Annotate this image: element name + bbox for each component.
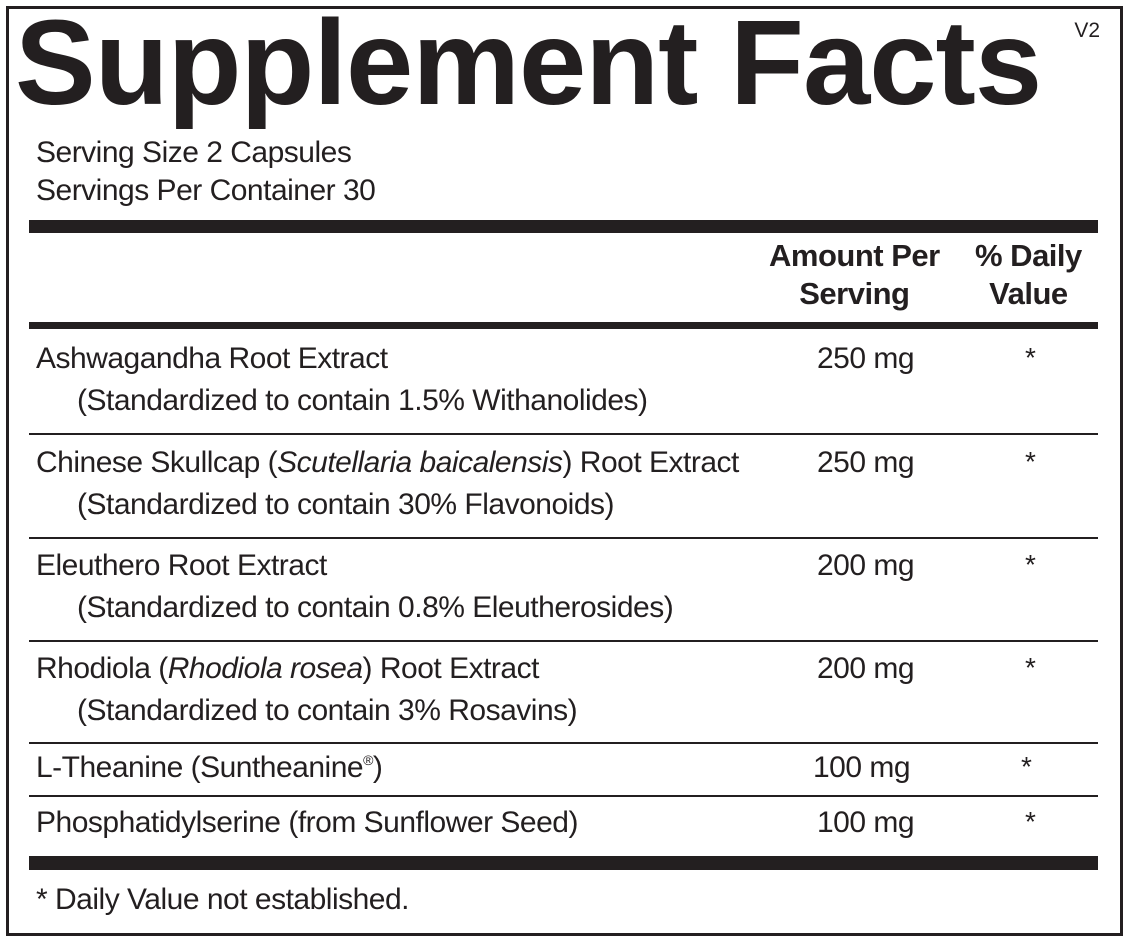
ingredient-detail: (Standardized to contain 30% Flavonoids) [77,488,614,521]
registered-mark: ® [363,752,373,768]
row-divider [29,742,1098,744]
latin-name: Scutellaria baicalensis [277,446,563,479]
ingredient-name: Phosphatidylserine (from Sunflower Seed) [36,806,578,839]
footnote: * Daily Value not established. [36,883,410,916]
ingredient-amount: 250 mg [817,446,915,479]
amount-header-line1: Amount Per [769,238,940,273]
row-divider [29,795,1098,797]
serving-size: Serving Size 2 Capsules [36,136,352,169]
ingredient-amount: 100 mg [813,751,911,784]
ingredient-detail: (Standardized to contain 1.5% Withanolides) [77,384,648,417]
ingredient-amount: 200 mg [817,652,915,685]
ingredient-daily-value: * [1021,751,1032,782]
supplement-facts-panel [6,0,1123,936]
daily-value-header [975,237,1082,313]
row-divider [29,433,1098,435]
dv-header-line1: % Daily [975,238,1082,273]
row-divider [29,640,1098,642]
ingredient-detail: (Standardized to contain 3% Rosavins) [77,694,578,727]
amount-per-serving-header [769,237,940,313]
ingredient-name: Eleuthero Root Extract [36,549,327,582]
servings-per-container: Servings Per Container 30 [36,174,376,207]
thick-divider-header [29,322,1098,329]
ingredient-amount: 250 mg [817,342,915,375]
ingredient-daily-value: * [1025,652,1036,683]
latin-name: Rhodiola rosea [167,652,363,685]
ingredient-name: Ashwagandha Root Extract [36,342,388,375]
thick-divider-bottom [29,856,1098,870]
ingredient-amount: 100 mg [817,806,915,839]
ingredient-amount: 200 mg [817,549,915,582]
row-divider [29,537,1098,539]
ingredient-daily-value: * [1025,549,1036,580]
ingredient-daily-value: * [1025,342,1036,373]
dv-header-line2: Value [989,276,1068,311]
ingredient-daily-value: * [1025,806,1036,837]
version-label: V2 [1074,19,1100,42]
panel-title: Supplement Facts [15,0,1042,130]
ingredient-daily-value: * [1025,446,1036,477]
ingredient-name: L-Theanine (Suntheanine®) [36,751,383,784]
ingredient-name: Chinese Skullcap (Scutellaria baicalensis) Root Extract [36,446,739,479]
amount-header-line2: Serving [799,276,910,311]
thick-divider-top [29,220,1098,233]
ingredient-name: Rhodiola (Rhodiola rosea) Root Extract [36,652,539,685]
ingredient-detail: (Standardized to contain 0.8% Eleutherosides) [77,591,674,624]
